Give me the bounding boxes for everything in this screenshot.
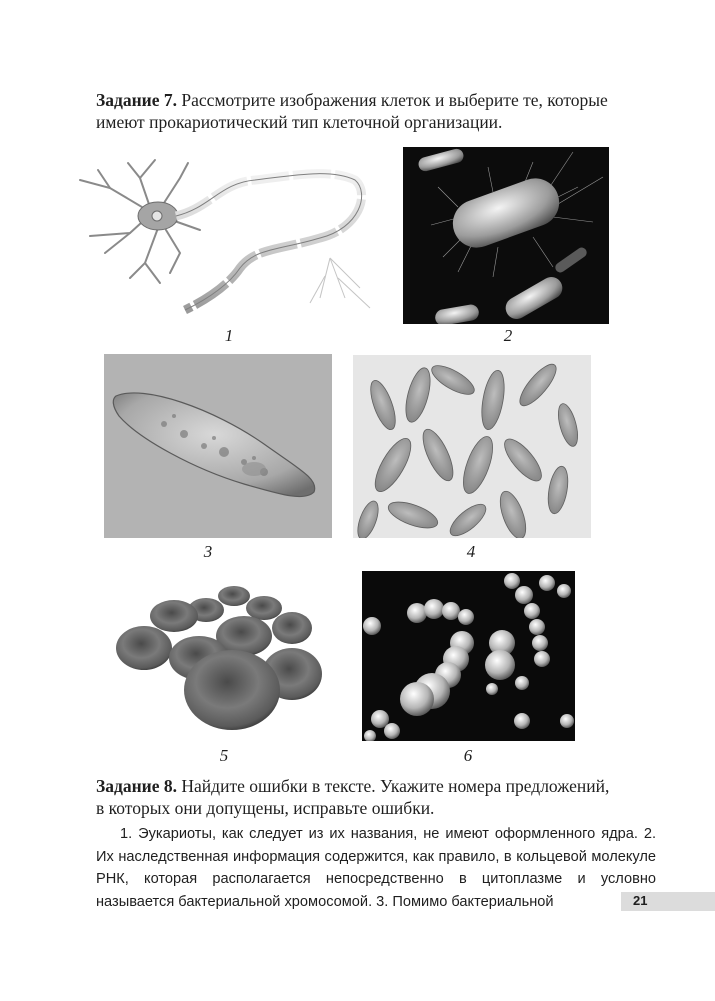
- figure-5-number: 5: [219, 746, 229, 765]
- task-7-text-line2: имеют прокариотический тип клеточной организации.: [96, 112, 503, 132]
- page-number-tab: [621, 892, 715, 911]
- page-number: 21: [633, 893, 648, 908]
- task-8-paragraph: 1. Эукариоты, как следует из их названия, не имеют оформленного ядра. 2. Их наследственная информация содержится, как правило, в кольцевой молекуле РНК, которая располагается непосредственно в цитоплазме и условно называется бактериальной хромосомой. 3. Помимо бактериальной: [96, 826, 656, 910]
- figure-6-cocci: [362, 571, 575, 741]
- task-8-text-line1: Найдите ошибки в тексте. Укажите номера предложений,: [177, 776, 610, 796]
- figure-1-number: 1: [224, 326, 234, 345]
- figure-5-red-blood-cells: [114, 578, 336, 738]
- figure-3-paramecium: [104, 354, 332, 538]
- task-8-body-text: [96, 823, 656, 913]
- figure-3-number: 3: [203, 542, 213, 561]
- figure-2-bacteria: [403, 147, 609, 324]
- figure-1-neuron: [70, 158, 385, 318]
- task-8-heading: [96, 775, 656, 819]
- figure-6-number: 6: [463, 746, 473, 765]
- figure-4-euglena: [353, 355, 591, 538]
- task-7-heading: [96, 89, 656, 133]
- figure-4-number: 4: [466, 542, 476, 561]
- task-8-text-line2: в которых они допущены, исправьте ошибки.: [96, 798, 435, 818]
- task-7-text-line1: Рассмотрите изображения клеток и выберите те, которые: [177, 90, 608, 110]
- task-8-label: Задание 8.: [96, 776, 178, 796]
- task-7-label: Задание 7.: [96, 90, 178, 110]
- figure-2-number: 2: [503, 326, 513, 345]
